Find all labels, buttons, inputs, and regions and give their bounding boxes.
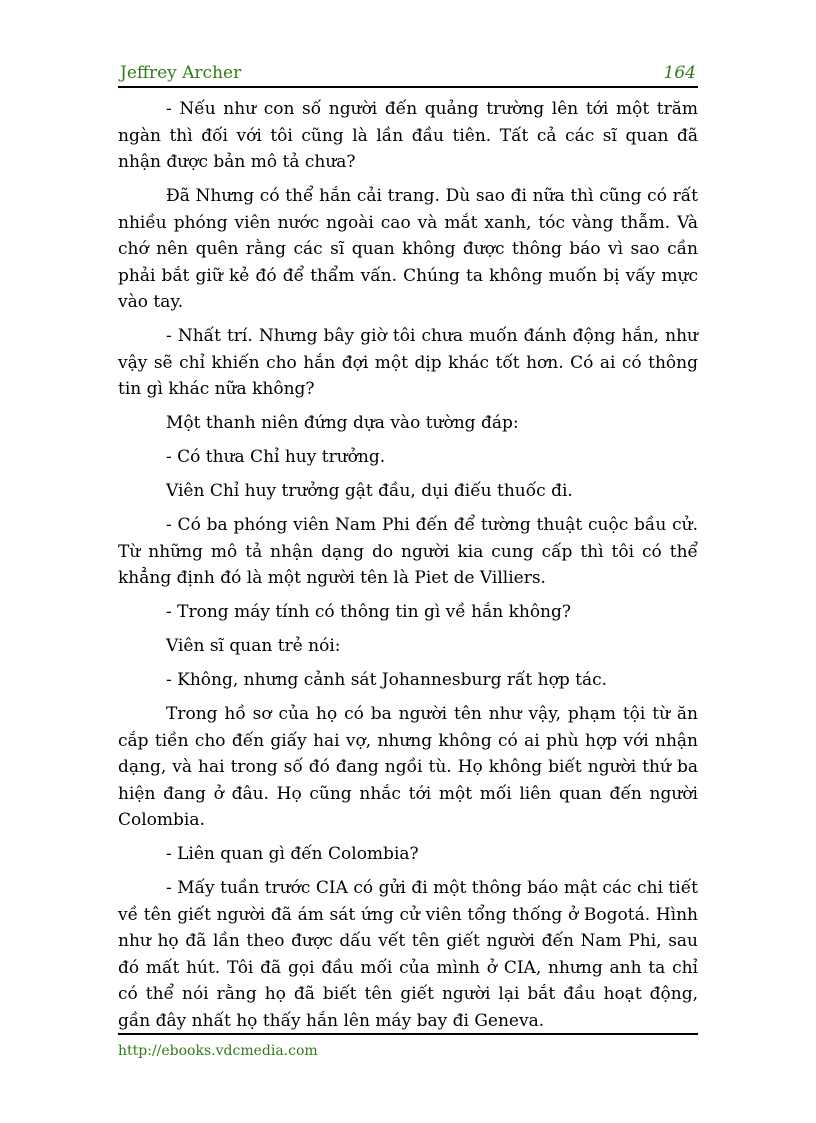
paragraph: - Có ba phóng viên Nam Phi đến để tường thuật cuộc bầu cử. Từ những mô tả nhận dạng do người kia cung cấp thì tôi có thể khẳng định đó là một người tên là Piet de Villiers. [118, 515, 698, 588]
running-header [118, 62, 698, 88]
paragraph: - Không, nhưng cảnh sát Johannesburg rất hợp tác. [166, 670, 608, 690]
paragraph: - Trong máy tính có thông tin gì về hắn không? [166, 602, 572, 622]
paragraph: Một thanh niên đứng dựa vào tường đáp: [166, 413, 519, 433]
header-author: Jeffrey Archer [120, 63, 242, 83]
footer-url-link[interactable]: http://ebooks.vdcmedia.com [118, 1043, 318, 1059]
paragraph: Trong hồ sơ của họ có ba người tên như vậy, phạm tội từ ăn cắp tiền cho đến giấy hai vợ, nhưng không có ai phù hợp với nhận dạng, và hai trong số đó đang ngồi tù. Họ không biết người thứ ba hiện đang ở đâu. Họ cũng nhắc tới một mối liên quan đến người Colombia. [118, 704, 698, 830]
header-page-number: 164 [663, 63, 696, 83]
paragraph: - Nhất trí. Nhưng bây giờ tôi chưa muốn đánh động hắn, như vậy sẽ chỉ khiến cho hắn đợi một dịp khác tốt hơn. Có ai có thông tin gì khác nữa không? [118, 326, 698, 399]
paragraph: - Có thưa Chỉ huy trưởng. [166, 447, 386, 467]
paragraph: - Mấy tuần trước CIA có gửi đi một thông báo mật các chi tiết về tên giết người đã ám sát ứng cử viên tổng thống ở Bogotá. Hình như họ đã lần theo được dấu vết tên giết người đến Nam Phi, sau đó mất hút. Tôi đã gọi đầu mối của mình ở CIA, nhưng anh ta chỉ có thể nói rằng họ đã biết tên giết người lại bắt đầu hoạt động, gần đây nhất họ thấy hắn lên máy bay đi Geneva. [118, 878, 698, 1031]
paragraph: - Nếu như con số người đến quảng trường lên tới một trăm ngàn thì đối với tôi cũng là lần đầu tiên. Tất cả các sĩ quan đã nhận được bản mô tả chưa? [118, 99, 698, 172]
paragraph: Viên sĩ quan trẻ nói: [166, 636, 341, 656]
paragraph: - Liên quan gì đến Colombia? [166, 844, 419, 864]
page-body-text [118, 96, 698, 1042]
paragraph: Viên Chỉ huy trưởng gật đầu, dụi điếu thuốc đi. [166, 481, 573, 501]
footer-divider [118, 1033, 698, 1035]
paragraph: Đã Nhưng có thể hắn cải trang. Dù sao đi nữa thì cũng có rất nhiều phóng viên nước ngoài cao và mắt xanh, tóc vàng thẫm. Và chớ nên quên rằng các sĩ quan không được thông báo vì sao cần phải bắt giữ kẻ đó để thẩm vấn. Chúng ta không muốn bị vấy mực vào tay. [118, 186, 698, 312]
